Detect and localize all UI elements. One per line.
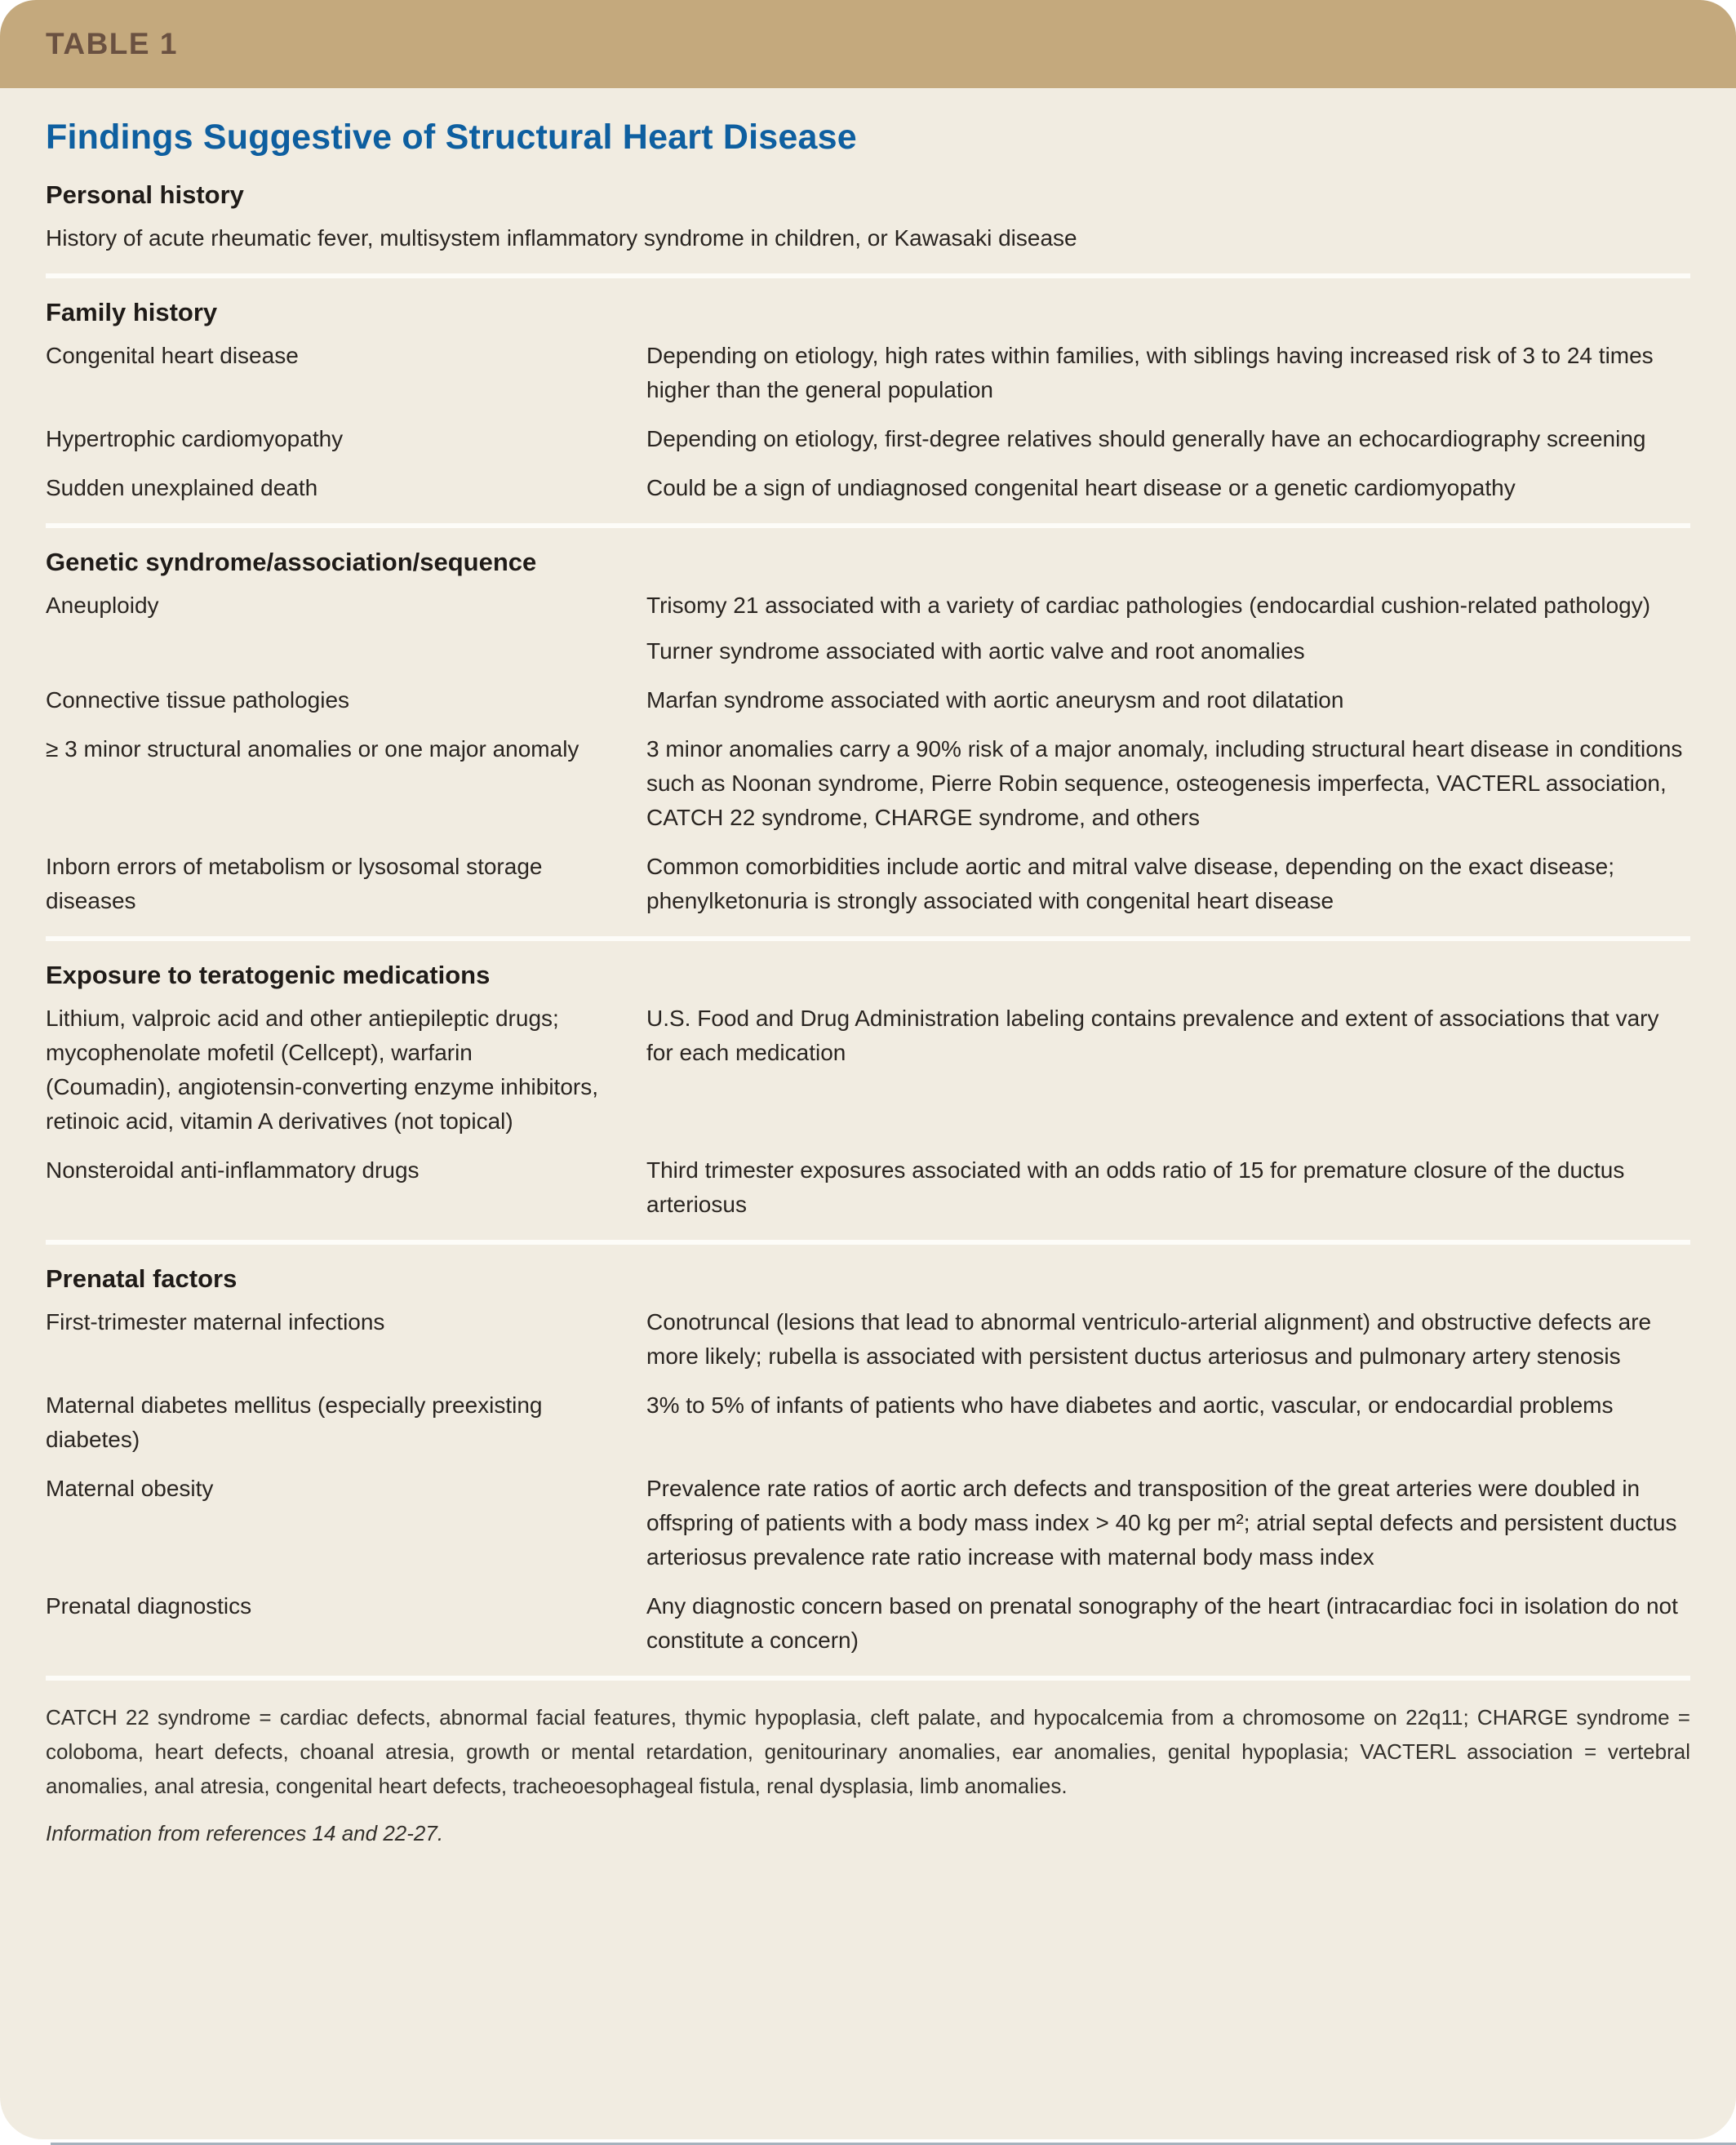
table-row [46,471,1690,505]
row-detail-cell [646,339,1690,407]
row-detail-text: U.S. Food and Drug Administration labeling contains prevalence and extent of associations that vary for each medication [646,1006,1659,1065]
row-label-cell [46,1472,601,1574]
row-label-text: Aneuploidy [46,593,159,618]
row-label-text: Inborn errors of metabolism or lysosomal storage diseases [46,854,543,913]
row-label-cell [46,1001,601,1139]
row-detail-cell [646,1153,1690,1222]
row-detail-cell [646,683,1690,717]
row-detail-text: Marfan syndrome associated with aortic aneurysm and root dilatation [646,687,1344,713]
row-label-cell [46,1388,601,1457]
row-label-cell [46,1305,601,1374]
row-detail-text: Prevalence rate ratios of aortic arch defects and transposition of the great arteries were doubled in offspring of patients with a body mass index > 40 kg per m²; atrial septal defects and persistent ductus arteriosus prevalence rate ratio increase with maternal body mass index [646,1476,1677,1570]
row-detail-text: Could be a sign of undiagnosed congenital heart disease or a genetic cardiomyopathy [646,475,1516,500]
row-detail-text: Depending on etiology, high rates within families, with siblings having increased risk of 3 to 24 times higher than the general population [646,343,1654,402]
row-detail-cell [646,588,1690,668]
row-detail-cell [646,1305,1690,1374]
row-label-cell [46,422,601,456]
table-row [46,1589,1690,1658]
table-row [46,422,1690,456]
table-title: Findings Suggestive of Structural Heart Disease [46,118,857,157]
section-heading-teratogenic-medications: Exposure to teratogenic medications [46,961,491,989]
footnotes [46,1700,1690,1850]
row-detail-text: Turner syndrome associated with aortic valve and root anomalies [646,638,1305,664]
row-detail-cell [646,1472,1690,1574]
row-label-cell [46,850,601,918]
row-detail-text: 3 minor anomalies carry a 90% risk of a major anomaly, including structural heart disease in conditions such as Noonan syndrome, Pierre Robin sequence, osteogenesis imperfecta, VACTERL association, CATCH 22 syndrome, CHARGE syndrome, and others [646,736,1683,830]
row-label-text: Nonsteroidal anti-inflammatory drugs [46,1157,420,1183]
table-row [46,221,1690,255]
row-label-cell [46,588,601,668]
section-heading-family-history: Family history [46,298,218,326]
table-row [46,683,1690,717]
row-detail-text: History of acute rheumatic fever, multisystem inflammatory syndrome in children, or Kawasaki disease [46,225,1077,251]
row-label-text: ≥ 3 minor structural anomalies or one major anomaly [46,736,579,762]
row-detail-cell [646,1388,1690,1457]
row-label-cell [46,1153,601,1222]
source-note: Information from references 14 and 22-27. [46,1821,444,1846]
section-divider [46,523,1690,528]
row-label-text: Lithium, valproic acid and other antiepileptic drugs; mycophenolate mofetil (Cellcept), warfarin (Coumadin), angiotensin-converting enzyme inhibitors, retinoic acid, vitamin A derivatives (not topical) [46,1006,599,1134]
row-label-text: Maternal diabetes mellitus (especially preexisting diabetes) [46,1392,543,1452]
row-detail-text: 3% to 5% of infants of patients who have diabetes and aortic, vascular, or endocardial problems [646,1392,1614,1418]
section-divider [46,1240,1690,1245]
row-label-cell [46,1589,601,1658]
row-label-text: Congenital heart disease [46,343,299,368]
table-row [46,1305,1690,1374]
table-row [46,1001,1690,1139]
table-row [46,732,1690,835]
table-header-bar [0,0,1736,88]
abbreviations-note: CATCH 22 syndrome = cardiac defects, abnormal facial features, thymic hypoplasia, cleft palate, and hypocalcemia from a chromosome on 22q11; CHARGE syndrome = coloboma, heart defects, choanal atresia, growth or mental retardation, genitourinary anomalies, ear anomalies, genital hypoplasia; VACTERL association = vertebral anomalies, anal atresia, congenital heart defects, tracheoesophageal fistula, renal dysplasia, limb anomalies. [46,1705,1690,1799]
table-row [46,1153,1690,1222]
row-detail-cell [46,221,1690,255]
row-detail-cell [646,1589,1690,1658]
row-label-cell [46,339,601,407]
section-divider [46,936,1690,941]
row-label-text: Connective tissue pathologies [46,687,350,713]
row-label-text: Sudden unexplained death [46,475,318,500]
row-detail-cell [646,471,1690,505]
table-row [46,339,1690,407]
row-label-text: Prenatal diagnostics [46,1593,252,1619]
row-label-text: Hypertrophic cardiomyopathy [46,426,344,451]
row-detail-text: Any diagnostic concern based on prenatal sonography of the heart (intracardiac foci in isolation do not constitute a concern) [646,1593,1678,1653]
row-detail-text: Trisomy 21 associated with a variety of cardiac pathologies (endocardial cushion-related pathology) [646,593,1651,618]
row-label-cell [46,683,601,717]
footnote-divider [46,1676,1690,1681]
row-detail-cell [646,850,1690,918]
section-divider [46,273,1690,278]
row-detail-cell [646,1001,1690,1139]
table-row [46,1388,1690,1457]
section-heading-prenatal-factors: Prenatal factors [46,1264,238,1293]
table-row [46,588,1690,668]
row-label-cell [46,732,601,835]
row-label-text: Maternal obesity [46,1476,214,1501]
section-heading-genetic-syndrome: Genetic syndrome/association/sequence [46,548,537,576]
table-row [46,850,1690,918]
section-heading-personal-history: Personal history [46,180,244,209]
row-detail-text: Conotruncal (lesions that lead to abnormal ventriculo-arterial alignment) and obstructive defects are more likely; rubella is associated with persistent ductus arteriosus and pulmonary artery stenosis [646,1309,1652,1369]
row-detail-cell [646,732,1690,835]
row-detail-text: Third trimester exposures associated with an odds ratio of 15 for premature closure of the ductus arteriosus [646,1157,1625,1217]
row-detail-text: Common comorbidities include aortic and mitral valve disease, depending on the exact disease; phenylketonuria is strongly associated with congenital heart disease [646,854,1614,913]
row-label-cell [46,471,601,505]
table-row [46,1472,1690,1574]
row-detail-cell [646,422,1690,456]
table-number-label: TABLE 1 [46,27,178,60]
table-body [0,88,1736,2139]
row-label-text: First-trimester maternal infections [46,1309,385,1335]
row-detail-text: Depending on etiology, first-degree relatives should generally have an echocardiography screening [646,426,1646,451]
